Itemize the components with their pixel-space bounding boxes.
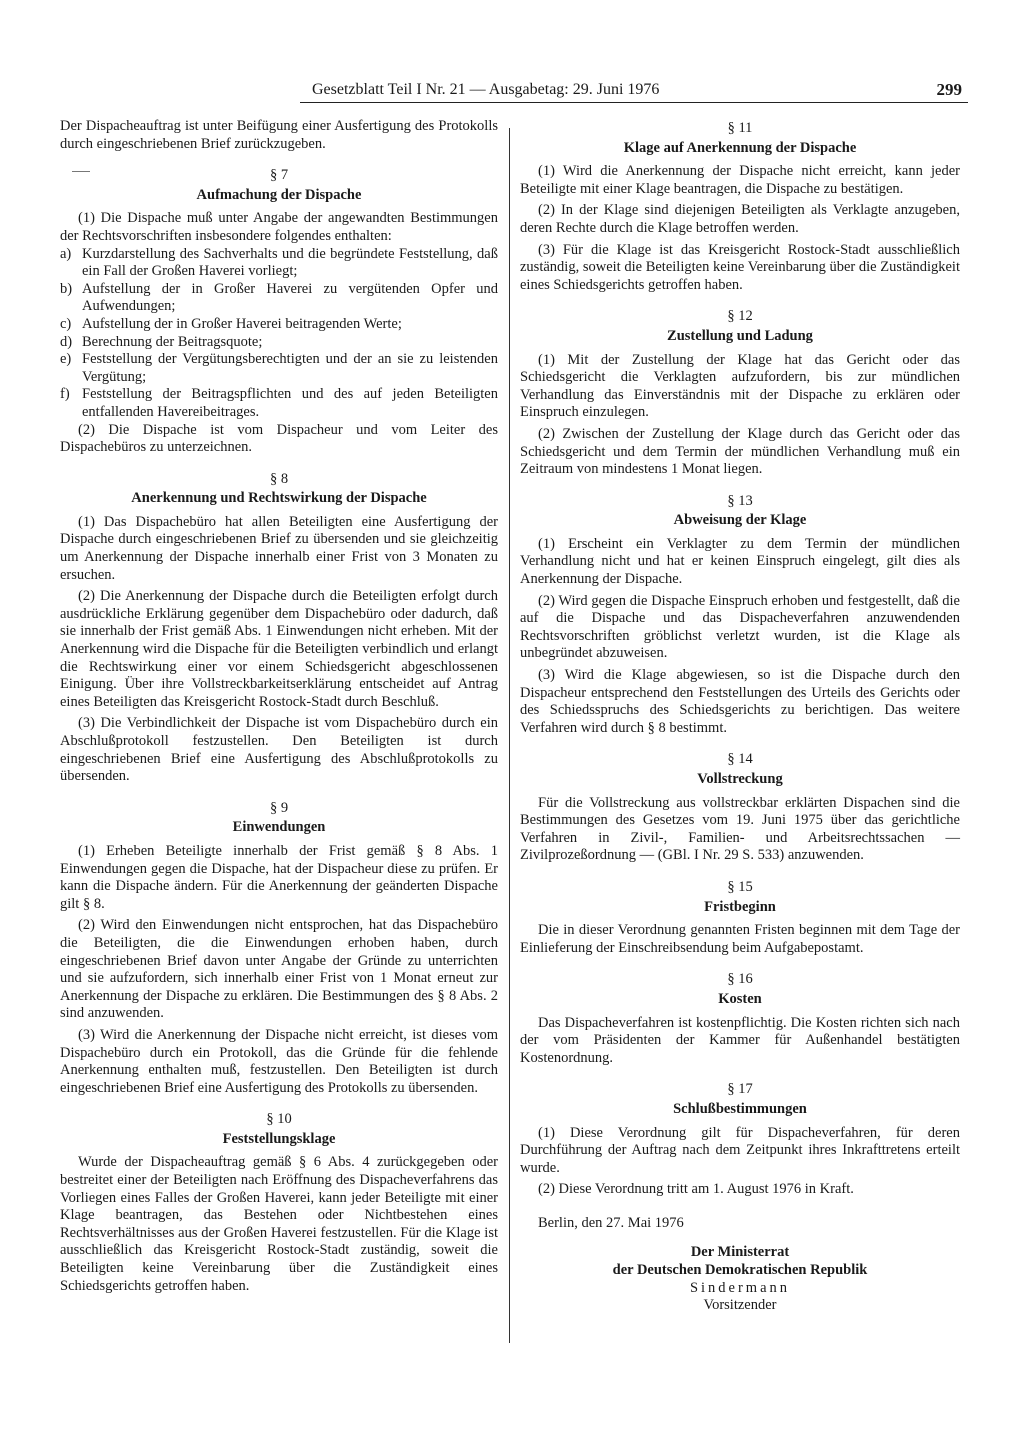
list-text: Aufstellung der in Großer Haverei zu vergütenden Opfer und Aufwendungen; <box>82 280 498 315</box>
list-item <box>60 334 498 352</box>
section-number: § 12 <box>727 308 753 325</box>
section-number: § 7 <box>269 167 289 184</box>
paragraph: (3) Wird die Klage abgewiesen, so ist die Dispache durch den Dispacheur entsprechend den Feststellungen des Urteils des Gerichts oder des Schiedsspruchs des Schiedsgerichts zu berichtigen. Das weitere Verfahren wird durch § 8 bestimmt. <box>520 667 960 736</box>
paragraph: Das Dispacheverfahren ist kostenpflichtig. Die Kosten richten sich nach der vom Präsidenten der Kammer für Außenhandel bestätigten Kostenordnung. <box>520 1014 960 1066</box>
section-title: Einwendungen <box>232 819 326 836</box>
section-title: Kosten <box>718 990 762 1007</box>
paragraph: Die in dieser Verordnung genannten Fristen beginnen mit dem Tage der Einlieferung der Einschreibsendung beim Aufgabepostamt. <box>520 922 960 956</box>
section-14 <box>520 751 960 865</box>
section-title: Schlußbestimmungen <box>673 1100 807 1117</box>
signature-line-1: Der Ministerrat <box>690 1244 790 1261</box>
list-item <box>60 386 498 421</box>
section-10 <box>60 1111 498 1295</box>
section-number: § 16 <box>727 971 753 988</box>
list-text: Kurzdarstellung des Sachverhalts und die begründete Feststellung, daß ein Fall der Großen Haverei vorliegt; <box>82 245 498 280</box>
list-item <box>60 351 498 386</box>
intro-paragraph: Der Dispacheauftrag ist unter Beifügung einer Ausfertigung des Protokolls durch eingeschriebenen Brief zurückzugeben. <box>60 118 498 152</box>
list-label: c) <box>60 315 72 332</box>
paragraph: (1) Mit der Zustellung der Klage hat das Gericht oder das Schiedsgericht die Verklagten aufzufordern, bis zur mündlichen Verhandlung das Einverständnis mit der Dispache zu erklären oder Einspruch einzulegen. <box>520 351 960 421</box>
section-title: Zustellung und Ladung <box>667 327 813 344</box>
paragraph: (2) Diese Verordnung tritt am 1. August 1976 in Kraft. <box>538 1181 854 1198</box>
page-number: 299 <box>936 80 962 99</box>
section-15 <box>520 879 960 957</box>
section-title: Vollstreckung <box>697 771 783 787</box>
left-column <box>60 118 498 1299</box>
paragraph: (2) Die Dispache ist vom Dispacheur und vom Leiter des Dispachebüros zu unterzeichnen. <box>60 421 498 456</box>
list-text: Berechnung der Beitragsquote; <box>82 333 263 350</box>
section-title: Abweisung der Klage <box>673 512 807 529</box>
paragraph: (3) Wird die Anerkennung der Dispache nicht erreicht, ist dieses vom Dispachebüro durch ein Protokoll, das die Gründe für die fehlende Anerkennung enthalten muß, festzustellen. Den Beteiligten ist durch eingeschriebenen Brief eine Ausfertigung des Protokolls zu übersenden. <box>60 1026 498 1096</box>
paragraph: (2) In der Klage sind diejenigen Beteiligten als Verklagte anzugeben, deren Rechte durch die Klage betroffen werden. <box>520 202 960 236</box>
list-text: Feststellung der Vergütungsberechtigten und der an sie zu leistenden Vergütung; <box>82 351 498 385</box>
paragraph: (2) Die Anerkennung der Dispache durch die Beteiligten erfolgt durch ausdrückliche Erklärung gegenüber dem Dispachebüro oder dadurch, daß sie innerhalb der Frist gemäß Abs. 1 Einwendungen nicht erheben. Mit der Anerkennung wird die Dispache für die Beteiligten verbindlich und erlangt die Rechtswirkung einer vor einem Schiedsgericht abgeschlossenen Einigung. Über ihre Vollstreckbarkeitserklärung entscheidet auf Antrag eines Beteiligten das Kreisgericht Rostock-Stadt durch Beschluß. <box>60 588 498 710</box>
header-title: Gesetzblatt Teil I Nr. 21 — Ausgabetag: 29. Juni 1976 <box>312 81 660 98</box>
section-number: § 8 <box>269 470 289 487</box>
list-label: a) <box>60 245 72 262</box>
section-11 <box>520 120 960 294</box>
section-title: Klage auf Anerkennung der Dispache <box>623 139 857 156</box>
place-date: Berlin, den 27. Mai 1976 <box>538 1214 684 1231</box>
section-9 <box>60 800 498 1098</box>
section-number: § 10 <box>266 1111 292 1128</box>
paragraph: (2) Zwischen der Zustellung der Klage durch das Gericht oder das Schiedsgericht und dem Termin der mündlichen Verhandlung muß ein Zeitraum von mindestens 1 Monat liegen. <box>520 425 960 478</box>
list-label: b) <box>60 280 73 297</box>
signature-line-2: der Deutschen Demokratischen Republik <box>612 1262 868 1279</box>
section-17 <box>520 1081 960 1199</box>
list-text: Feststellung der Beitragspflichten und des auf jeden Beteiligten entfallenden Havereibeitrages. <box>82 386 498 420</box>
signatory-name: Sindermann <box>689 1279 791 1296</box>
section-title: Aufmachung der Dispache <box>196 186 362 203</box>
section-title: Fristbeginn <box>704 898 776 915</box>
section-12 <box>520 308 960 478</box>
paragraph: (2) Wird den Einwendungen nicht entsprochen, hat das Dispachebüro die Beteiligten, die die Einwendungen erhoben haben, durch eingeschriebenen Brief davon unter Angabe der Gründe zu unterrichten und sie aufzufordern, sich innerhalb einer Frist von 1 Monat erneut zur Anerkennung der Dispache zu erklären. Die Bestimmungen des § 8 Abs. 2 sind anzuwenden. <box>60 917 498 1022</box>
section-number: § 14 <box>727 751 753 768</box>
paragraph: (3) Für die Klage ist das Kreisgericht Rostock-Stadt ausschließlich zuständig, soweit die Beteiligten keine Vereinbarung über die Zuständigkeit eines Schiedsgerichts getroffen haben. <box>520 241 960 293</box>
list-item <box>60 316 498 334</box>
section-number: § 11 <box>727 120 753 136</box>
list-text: Aufstellung der in Großer Haverei beitragenden Werte; <box>82 315 402 332</box>
section-number: § 17 <box>727 1081 753 1098</box>
list-label: d) <box>60 333 73 350</box>
paragraph: (3) Die Verbindlichkeit der Dispache ist vom Dispachebüro durch ein Abschlußprotokoll festzustellen. Den Beteiligten ist durch eingeschriebenen Brief eine Ausfertigung des Abschlußprotokolls zu übersenden. <box>60 715 498 785</box>
column-divider <box>509 128 510 1343</box>
paragraph: Wurde der Dispacheauftrag gemäß § 6 Abs. 4 zurückgegeben oder bestreitet einer der Beteiligten nach Eröffnung des Dispacheverfahrens das Vorliegen eines Falles der Großen Haverei, kann jeder Beteiligte mit einer Klage beantragen, das Bestehen oder Nichtbestehen eines Rechtsverhältnisses aus der Großen Haverei festzustellen. Für die Klage ist ausschließlich das Kreisgericht Rostock-Stadt zuständig, soweit die Beteiligten keine Vereinbarung über die Zuständigkeit eines Schiedsgerichts getroffen haben. <box>60 1154 498 1294</box>
paragraph: (1) Das Dispachebüro hat allen Beteiligten eine Ausfertigung der Dispache durch eingeschriebenen Brief zu übersenden und sie gleichzeitig um Anerkennung der Dispache innerhalb einer Frist von 3 Monaten zu ersuchen. <box>60 513 498 583</box>
paragraph: (1) Diese Verordnung gilt für Dispacheverfahren, für deren Durchführung der Auftrag nach dem Zeitpunkt ihres Inkrafttretens erteilt wurde. <box>520 1124 960 1176</box>
section-13 <box>520 493 960 738</box>
list-item <box>60 281 498 316</box>
list-label: f) <box>60 386 70 403</box>
section-title: Feststellungsklage <box>222 1130 336 1147</box>
signature-block <box>520 1244 960 1314</box>
section-number: § 13 <box>727 492 753 509</box>
section-7 <box>60 167 498 457</box>
right-column <box>520 118 960 1315</box>
section-8 <box>60 471 498 786</box>
header-rule <box>300 102 968 103</box>
list-item <box>60 246 498 281</box>
section-number: § 15 <box>727 878 753 895</box>
paragraph: (1) Erscheint ein Verklagter zu dem Termin der mündlichen Verhandlung nicht und hat er keinen Einspruch eingelegt, gilt dies als Anerkennung der Dispache. <box>520 535 960 588</box>
signatory-role: Vorsitzender <box>703 1297 777 1314</box>
section-number: § 9 <box>269 799 289 816</box>
paragraph: (2) Wird gegen die Dispache Einspruch erhoben und festgestellt, daß die auf die Dispache und das Dispacheverfahren anzuwendenden Rechtsvorschriften gröblichst verletzt wurden, ist die Klage als unbegründet abzuweisen. <box>520 592 960 662</box>
section-16 <box>520 971 960 1067</box>
section-title: Anerkennung und Rechtswirkung der Dispache <box>131 490 427 507</box>
paragraph: (1) Die Dispache muß unter Angabe der angewandten Bestimmungen der Rechtsvorschriften insbesondere folgendes enthalten: <box>60 210 498 244</box>
paragraph: Für die Vollstreckung aus vollstreckbar erklärten Dispachen sind die Bestimmungen des Gesetzes vom 19. Juni 1975 über das gerichtliche Verfahren in Zivil-, Familien- und Arbeitsrechtssachen — Zivilprozeßordnung — (GBl. I Nr. 29 S. 533) anzuwenden. <box>520 794 960 864</box>
list-label: e) <box>60 351 72 368</box>
paragraph: (1) Wird die Anerkennung der Dispache nicht erreicht, kann jeder Beteiligte mit einer Klage beantragen, die Dispache zu bestätigen. <box>520 163 960 197</box>
paragraph: (1) Erheben Beteiligte innerhalb der Frist gemäß § 8 Abs. 1 Einwendungen gegen die Dispache, hat der Dispacheur diese zu prüfen. Er kann die Dispache ändern. Für die Anerkennung der geänderten Dispache gilt § 8. <box>60 842 498 912</box>
